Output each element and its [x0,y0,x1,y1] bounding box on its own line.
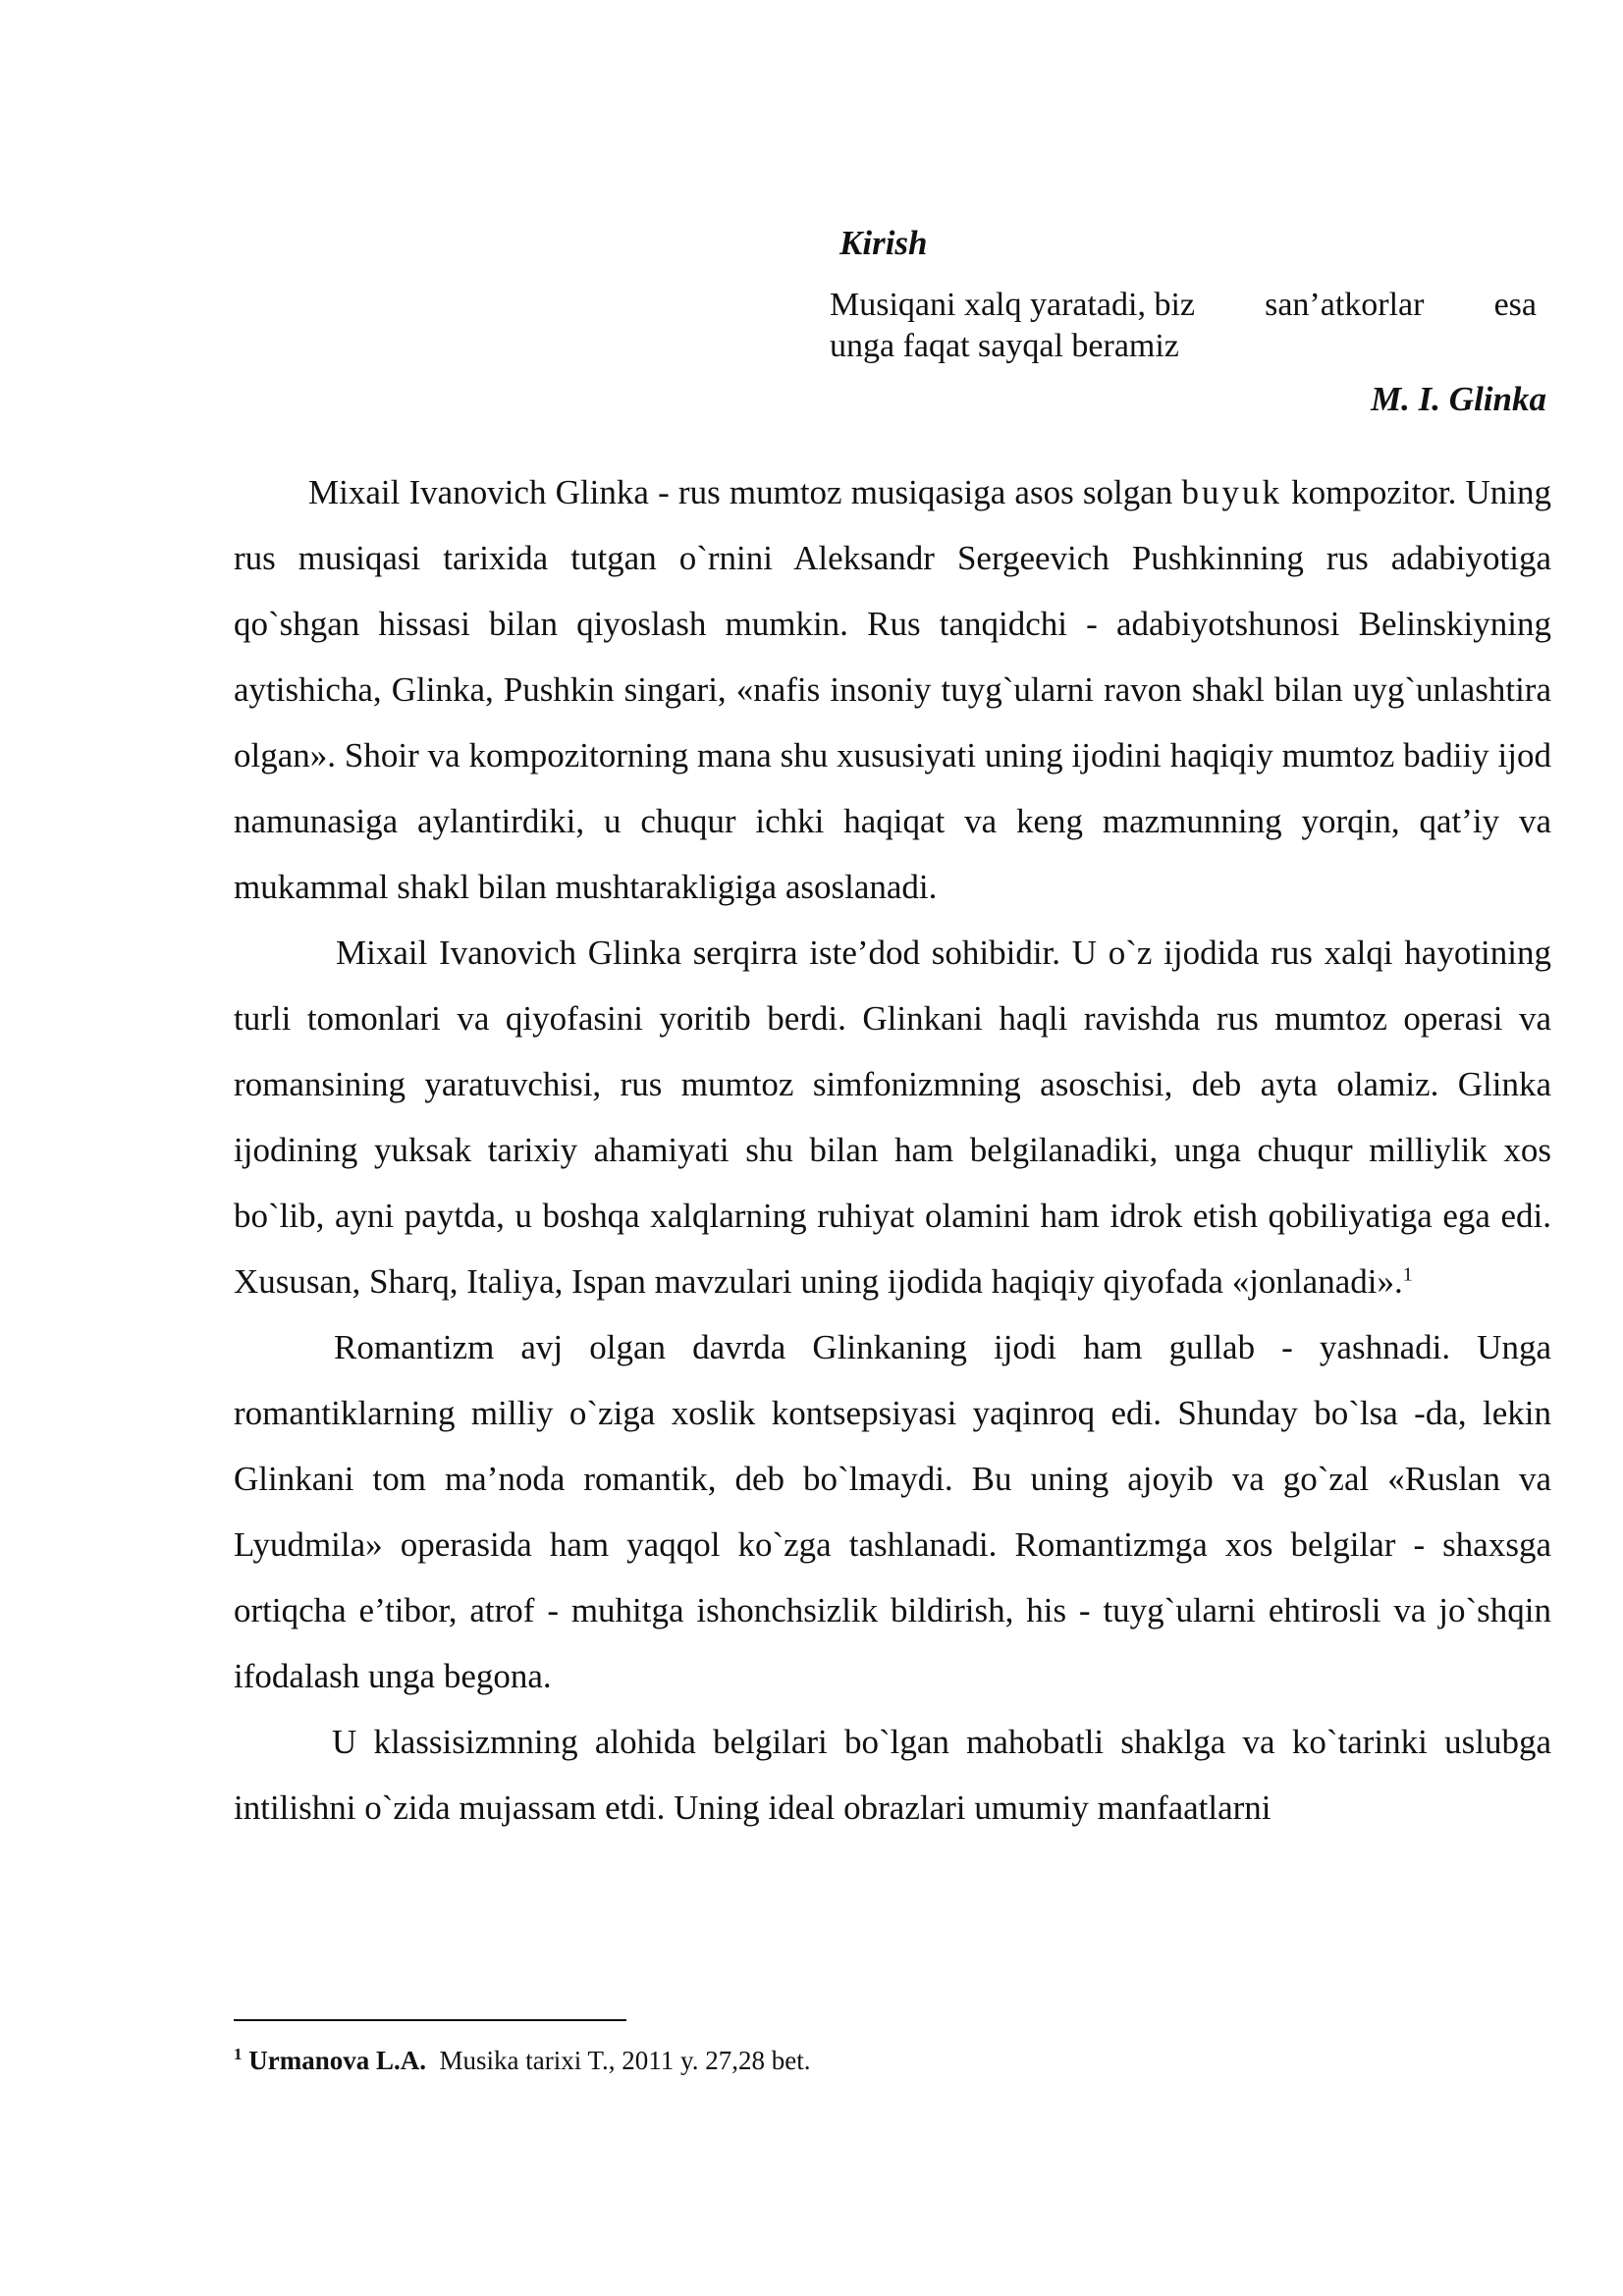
paragraph-1-spaced-word: buyuk [1181,473,1282,511]
footnote-author: Urmanova L.A. [248,2046,426,2075]
footnote-number: 1 [234,2045,243,2063]
epigraph-line-1-part-2: san’atkorlar [1265,287,1425,323]
footnote-text: Musika tarixi T., 2011 y. 27,28 bet. [426,2046,811,2075]
paragraph-2 [234,920,1551,1314]
footnote-separator [234,2019,626,2021]
paragraph-4: U klassisizmning alohida belgilari bo`lgan mahobatli shaklga va ko`tarinki uslubga intilishni o`zida mujassam etdi. Uning ideal obrazlari umumiy manfaatlarni [234,1723,1551,1827]
epigraph-line-2: unga faqat sayqal beramiz [830,328,1179,364]
paragraph-1-start: Mixail Ivanovich Glinka - rus mumtoz musiqasiga asos solgan [308,473,1182,511]
epigraph-line-1-part-1: Musiqani xalq yaratadi, biz [830,287,1196,323]
epigraph [830,285,1537,367]
footnote [234,2037,810,2078]
epigraph-line-1 [830,285,1537,326]
section-heading: Kirish [839,224,928,262]
paragraph-1-rest: kompozitor. Uning rus musiqasi tarixida tutgan o`rnini Aleksandr Sergeevich Pushkinning rus adabiyotiga qo`shgan hissasi bilan qiyoslash mumkin. Rus tanqidchi - adabiyotshunosi Belinskiyning aytishicha, Glinka, Pushkin singari, «nafis insoniy tuyg`ularni ravon shakl bilan uyg`unlashtira olgan». Shoir va kompozitorning mana shu xususiyati uning ijodini haqiqiy mumtoz badiiy ijod namunasiga aylantirdiki, u chuqur ichki haqiqat va keng mazmunning yorqin, qat’iy va mukammal shakl bilan mushtarakligiga asoslanadi. [234,473,1551,906]
footnote-reference[interactable]: 1 [1402,1263,1413,1286]
body-text [234,459,1551,1841]
paragraph-1 [234,459,1551,920]
paragraph-2-text: Mixail Ivanovich Glinka serqirra iste’dod sohibidir. U o`z ijodida rus xalqi hayotining turli tomonlari va qiyofasini yoritib berdi. Glinkani haqli ravishda rus mumtoz operasi va romansining yaratuvchisi, rus mumtoz simfonizmning asoschisi, deb ayta olamiz. Glinka ijodining yuksak tarixiy ahamiyati shu bilan ham belgilanadiki, unga chuqur milliylik xos bo`lib, ayni paytda, u boshqa xalqlarning ruhiyat olamini ham idrok etish qobiliyatiga ega edi. Xususan, Sharq, Italiya, Ispan mavzulari uning ijodida haqiqiy qiyofada «jonlanadi». [234,934,1551,1301]
paragraph-3: Romantizm avj olgan davrda Glinkaning ijodi ham gullab - yashnadi. Unga romantiklarning milliy o`ziga xoslik kontsepsiyasi yaqinroq edi. Shunday bo`lsa -da, lekin Glinkani tom ma’noda romantik, deb bo`lmaydi. Bu uning ajoyib va go`zal «Ruslan va Lyudmila» operasida ham yaqqol ko`zga tashlanadi. Romantizmga xos belgilar - shaxsga ortiqcha e’tibor, atrof - muhitga ishonchsizlik bildirish, his - tuyg`ularni ehtirosli va jo`shqin ifodalash unga begona. [234,1328,1551,1695]
epigraph-line-1-part-3: esa [1493,287,1537,323]
epigraph-author: M. I. Glinka [1371,380,1546,418]
